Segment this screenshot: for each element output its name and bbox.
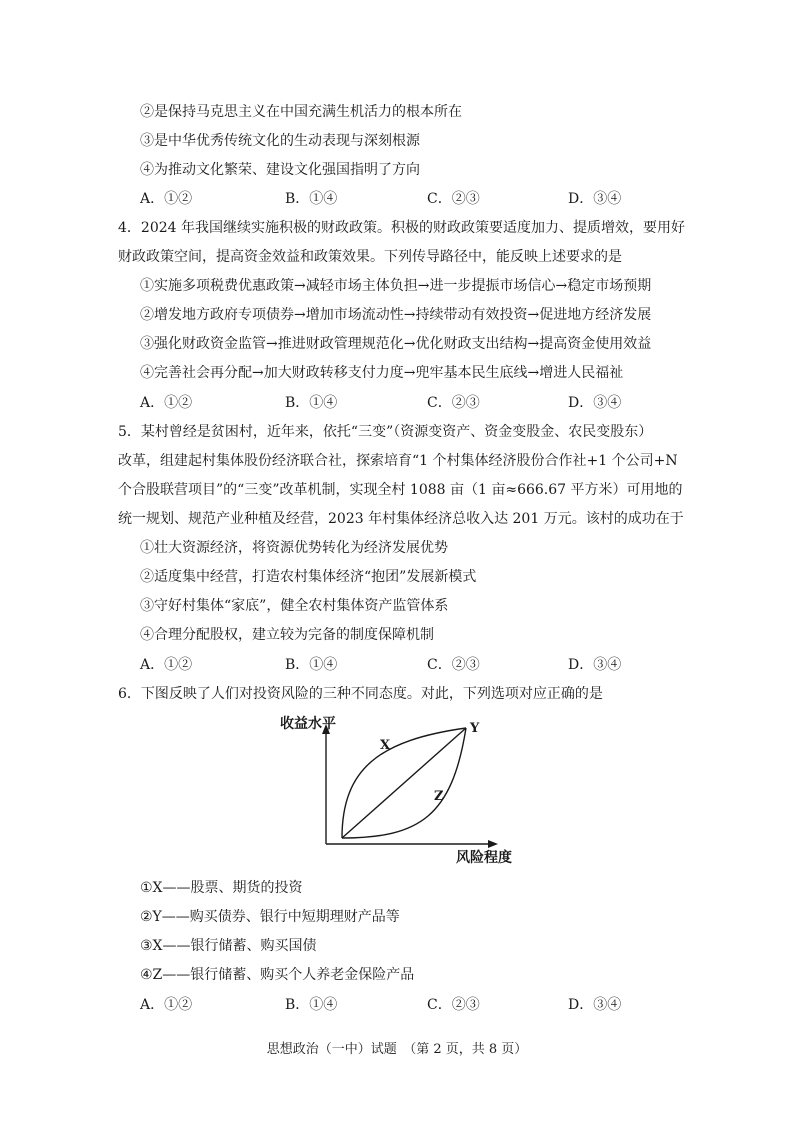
q5-option-c: C．②③ xyxy=(427,657,480,673)
y-axis-label: 收益水平 xyxy=(280,716,336,732)
q6-item-3: ③X——银行储蓄、购买国债 xyxy=(140,938,317,954)
label-y: Y xyxy=(470,721,480,736)
q4-option-a: A．①② xyxy=(140,395,193,411)
q6-option-d: D．③④ xyxy=(568,997,622,1013)
x-axis-arrow xyxy=(488,840,498,848)
q5-stem-line-3: 个合股联营项目”的“三变”改革机制，实现全村 1088 亩（1 亩≈666.67 平方米）可用地的 xyxy=(118,482,683,498)
q3-item-4: ④为推动文化繁荣、建设文化强国指明了方向 xyxy=(140,162,420,178)
q3-option-c: C．②③ xyxy=(427,191,480,207)
q4-item-2: ②增发地方政府专项债券→增加市场流动性→持续带动有效投资→促进地方经济发展 xyxy=(140,307,652,323)
q6-option-a: A．①② xyxy=(140,997,193,1013)
line-y xyxy=(342,728,466,838)
q5-item-2: ②适度集中经营，打造农村集体经济“抱团”发展新模式 xyxy=(140,569,477,585)
risk-return-graph xyxy=(270,712,530,872)
q4-stem-line-1: 4．2024 年我国继续实施积极的财政政策。积极的财政政策要适度加力、提质增效，要用好 xyxy=(118,220,685,236)
q3-item-3: ③是中华优秀传统文化的生动表现与深刻根源 xyxy=(140,133,420,149)
x-axis-label: 风险程度 xyxy=(456,850,512,866)
q4-item-1: ①实施多项税费优惠政策→减轻市场主体负担→进一步提振市场信心→稳定市场预期 xyxy=(140,278,652,294)
q5-stem-line-4: 统一规划、规范产业种植及经营，2023 年村集体经济总收入达 201 万元。该村的成功在于 xyxy=(118,511,684,527)
q3-option-b: B．①④ xyxy=(285,191,338,207)
q3-option-a: A．①② xyxy=(140,191,193,207)
q3-option-d: D．③④ xyxy=(568,191,622,207)
q5-option-a: A．①② xyxy=(140,657,193,673)
q6-item-1: ①X——股票、期货的投资 xyxy=(140,880,303,896)
q5-item-1: ①壮大资源经济，将资源优势转化为经济发展优势 xyxy=(140,540,448,556)
q5-item-3: ③守好村集体“家底”，健全农村集体资产监管体系 xyxy=(140,598,449,614)
q5-option-d: D．③④ xyxy=(568,657,622,673)
label-z: Z xyxy=(434,789,444,804)
q4-item-3: ③强化财政资金监管→推进财政管理规范化→优化财政支出结构→提高资金使用效益 xyxy=(140,336,652,352)
q5-option-b: B．①④ xyxy=(285,657,338,673)
q3-item-2: ②是保持马克思主义在中国充满生机活力的根本所在 xyxy=(140,104,462,120)
q6-option-c: C．②③ xyxy=(427,997,480,1013)
label-x: X xyxy=(380,738,391,753)
q5-stem-line-1: 5．某村曾经是贫困村，近年来，依托“三变”（资源变资产、资金变股金、农民变股东） xyxy=(118,424,653,440)
q5-item-4: ④合理分配股权，建立较为完备的制度保障机制 xyxy=(140,627,434,643)
q6-option-b: B．①④ xyxy=(285,997,338,1013)
q6-stem: 6．下图反映了人们对投资风险的三种不同态度。对此，下列选项对应正确的是 xyxy=(118,686,603,702)
q6-item-2: ②Y——购买债券、银行中短期理财产品等 xyxy=(140,909,400,925)
q4-option-c: C．②③ xyxy=(427,395,480,411)
q4-stem-line-2: 财政政策空间，提高资金效益和政策效果。下列传导路径中，能反映上述要求的是 xyxy=(118,249,622,265)
page-footer: 思想政治（一中）试题 （第 2 页，共 8 页） xyxy=(266,1042,528,1057)
q4-item-4: ④完善社会再分配→加大财政转移支付力度→兜牢基本民生底线→增进人民福祉 xyxy=(140,365,624,381)
q4-option-d: D．③④ xyxy=(568,395,622,411)
q5-stem-line-2: 改革，组建起村集体股份经济联合社，探索培育“1 个村集体经济股份合作社+1 个公司+N xyxy=(118,453,678,469)
q6-item-4: ④Z——银行储蓄、购买个人养老金保险产品 xyxy=(140,967,415,983)
q4-option-b: B．①④ xyxy=(285,395,338,411)
